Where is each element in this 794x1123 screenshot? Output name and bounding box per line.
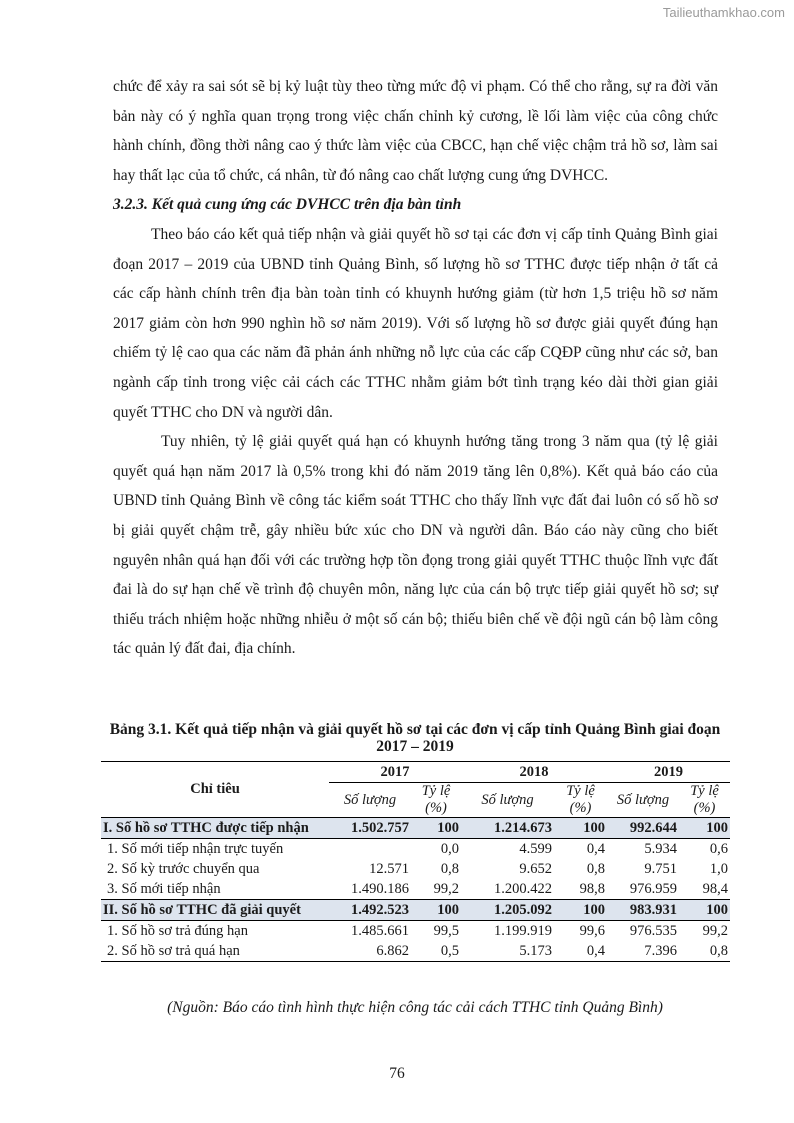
cell-ratio: 99,5 <box>433 922 459 939</box>
cell-count: 1.205.092 <box>461 900 554 921</box>
cell-ratio: 0,4 <box>554 941 607 962</box>
cell-count: 1.200.422 <box>494 880 552 897</box>
table-section-row <box>101 900 730 921</box>
header-ratio: Tỷ lệ (%) <box>554 783 607 818</box>
cell-ratio: 0,8 <box>586 860 605 877</box>
paragraph-report-results: Theo báo cáo kết quả tiếp nhận và giải quyết hồ sơ tại các đơn vị cấp tỉnh Quảng Bình giai đoạn 2017 – 2019 của UBND tỉnh Quảng Bình, số lượng hồ sơ TTHC được tiếp nhận ở tất cả các cấp hành chính trên địa bàn toàn tỉnh có khuynh hướng giảm (từ hơn 1,5 triệu hồ sơ năm 2017 giảm còn hơn 990 nghìn hồ sơ năm 2019). Với số lượng hồ sơ được giải quyết đúng hạn chiếm tỷ lệ cao qua các năm đã phản ánh những nỗ lực của các cấp CQĐP cũng như các sở, ban ngành cấp tỉnh trong việc cải cách các TTHC nhằm giảm bớt tình trạng kéo dài thời gian giải quyết TTHC cho DN và người dân. <box>113 225 718 421</box>
page-number: 76 <box>389 1065 405 1082</box>
table-header-years <box>101 762 730 783</box>
cell-ratio: 98,4 <box>702 880 728 897</box>
header-label: Chỉ tiêu <box>101 762 329 818</box>
cell-ratio: 100 <box>554 900 607 921</box>
cell-ratio: 0,5 <box>411 941 461 962</box>
table-row <box>101 839 730 860</box>
header-count: Số lượng <box>329 783 411 818</box>
cell-count: 5.934 <box>644 840 677 857</box>
header-ratio: Tỷ lệ (%) <box>411 783 461 818</box>
table-row <box>101 859 730 879</box>
cell-ratio: 100 <box>679 900 730 921</box>
row-label: 1. Số hồ sơ trả đúng hạn <box>107 922 248 939</box>
table-caption: Bảng 3.1. Kết quả tiếp nhận và giải quyết hồ sơ tại các đơn vị cấp tỉnh Quảng Bình giai đoạn 2017 – 2019 <box>109 721 721 755</box>
cell-count: 7.396 <box>607 941 679 962</box>
header-count: Số lượng <box>461 783 554 818</box>
cell-ratio: 100 <box>554 818 607 839</box>
cell-count: 1.199.919 <box>494 922 552 939</box>
row-label: 2. Số kỳ trước chuyển qua <box>107 860 260 877</box>
row-label: I. Số hồ sơ TTHC được tiếp nhận <box>101 818 329 839</box>
table-source: (Nguồn: Báo cáo tình hình thực hiện công tác cải cách TTHC tỉnh Quảng Bình) <box>167 999 663 1016</box>
cell-count: 992.644 <box>607 818 679 839</box>
body-text <box>113 72 718 664</box>
cell-count: 9.652 <box>519 860 552 877</box>
table-row <box>101 941 730 962</box>
cell-ratio: 0,0 <box>440 840 459 857</box>
watermark: Tailieuthamkhao.com <box>662 5 785 20</box>
results-table <box>101 761 730 962</box>
cell-ratio: 0,8 <box>440 860 459 877</box>
table-row <box>101 879 730 900</box>
table-row <box>101 921 730 942</box>
cell-ratio: 0,8 <box>679 941 730 962</box>
header-year-2018: 2018 <box>461 762 607 783</box>
cell-ratio: 100 <box>411 900 461 921</box>
row-label: 1. Số mới tiếp nhận trực tuyến <box>107 840 284 857</box>
cell-count: 976.959 <box>629 880 677 897</box>
header-year-2017: 2017 <box>329 762 461 783</box>
cell-count: 9.751 <box>644 860 677 877</box>
cell-count: 5.173 <box>461 941 554 962</box>
cell-count <box>329 839 411 860</box>
header-year-2019: 2019 <box>607 762 730 783</box>
paragraph-continuation: chức để xảy ra sai sót sẽ bị kỷ luật tùy theo từng mức độ vi phạm. Có thể cho rằng, sự ra đời văn bản này có ý nghĩa quan trọng trong việc chấn chỉnh kỷ cương, lề lối làm việc của công chức hành chính, đồng thời nâng cao ý thức làm việc của CBCC, hạn chế việc chậm trả hồ sơ, làm sai hay thất lạc của tổ chức, cá nhân, từ đó nâng cao chất lượng cung ứng DVHCC. <box>113 78 718 184</box>
cell-count: 1.485.661 <box>351 922 409 939</box>
cell-count: 4.599 <box>519 840 552 857</box>
cell-ratio: 1,0 <box>709 860 728 877</box>
cell-ratio: 99,2 <box>433 880 459 897</box>
cell-ratio: 99,2 <box>702 922 728 939</box>
cell-ratio: 98,8 <box>579 880 605 897</box>
cell-ratio: 100 <box>679 818 730 839</box>
cell-count: 976.535 <box>629 922 677 939</box>
row-label: 3. Số mới tiếp nhận <box>107 880 221 897</box>
cell-count: 983.931 <box>607 900 679 921</box>
cell-ratio: 0,4 <box>586 840 605 857</box>
cell-ratio: 99,6 <box>579 922 605 939</box>
cell-count: 12.571 <box>369 860 409 877</box>
row-label: 2. Số hồ sơ trả quá hạn <box>101 941 329 962</box>
paragraph-overdue-rate: Tuy nhiên, tỷ lệ giải quyết quá hạn có khuynh hướng tăng trong 3 năm qua (tỷ lệ giải quyết quá hạn năm 2017 là 0,5% trong khi đó năm 2019 tăng lên 0,8%). Kết quả báo cáo của UBND tỉnh Quảng Bình về công tác kiểm soát TTHC cho thấy lĩnh vực đất đai luôn có số hồ sơ bị giải quyết chậm trễ, gây nhiều bức xúc cho DN và người dân. Báo cáo này cũng cho biết nguyên nhân quá hạn đối với các trường hợp tồn đọng trong giải quyết TTHC thuộc lĩnh vực đất đai là do sự hạn chế về trình độ chuyên môn, năng lực của cán bộ trực tiếp giải quyết hồ sơ; sự thiếu trách nhiệm hoặc những nhiễu ở một số cán bộ; thiếu biên chế về đội ngũ cán bộ làm công tác quản lý đất đai, địa chính. <box>113 433 718 658</box>
row-label: II. Số hồ sơ TTHC đã giải quyết <box>101 900 329 921</box>
cell-ratio: 0,6 <box>709 840 728 857</box>
cell-count: 1.502.757 <box>329 818 411 839</box>
cell-ratio: 100 <box>411 818 461 839</box>
cell-count: 1.214.673 <box>461 818 554 839</box>
cell-count: 6.862 <box>329 941 411 962</box>
table-section-row <box>101 818 730 839</box>
section-heading: 3.2.3. Kết quả cung ứng các DVHCC trên địa bàn tỉnh <box>113 196 462 214</box>
header-ratio: Tỷ lệ (%) <box>679 783 730 818</box>
header-count: Số lượng <box>607 783 679 818</box>
cell-count: 1.490.186 <box>351 880 409 897</box>
cell-count: 1.492.523 <box>329 900 411 921</box>
